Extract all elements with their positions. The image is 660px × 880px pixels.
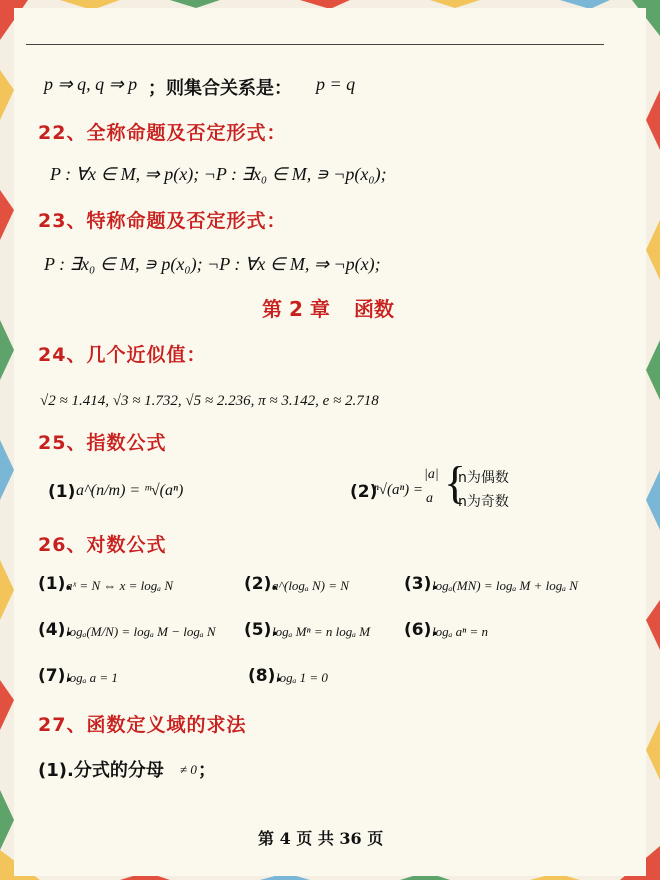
set-relation-formula: p = q xyxy=(316,74,356,94)
case-2-value: a xyxy=(426,491,433,506)
section-22-heading: 22、全称命题及否定形式： xyxy=(38,122,287,144)
log-formula-1: aˣ = N ⇔ x = logₐ N xyxy=(66,578,173,593)
page-footer: 第 4 页 共 36 页 xyxy=(258,829,384,848)
log-formula-1-number: (1). xyxy=(38,574,72,594)
log-formula-4: logₐ(M/N) = logₐ M − logₐ N xyxy=(66,624,216,639)
universal-proposition-formula: P : ∀x ∈ M, ⇒ p(x); ¬P : ∃x₀ ∈ M, ∍ ¬p(x₀); xyxy=(50,164,387,184)
section-24-heading: 24、几个近似值： xyxy=(38,344,207,366)
piecewise-brace: { xyxy=(444,457,467,508)
domain-rule-1-condition: ≠ 0 xyxy=(180,762,197,777)
exponent-formula-2-number: (2) xyxy=(350,482,378,502)
set-relation-text: ；则集合关系是： xyxy=(148,78,292,99)
domain-rule-1: (1).分式的分母 xyxy=(38,760,164,781)
existential-proposition-formula: P : ∃x₀ ∈ M, ∍ p(x₀); ¬P : ∀x ∈ M, ⇒ ¬p(x); xyxy=(44,254,381,274)
case-1-condition: n为偶数 xyxy=(458,470,509,486)
log-formula-3: logₐ(MN) = logₐ M + logₐ N xyxy=(432,578,578,593)
log-formula-3-number: (3). xyxy=(404,574,438,594)
log-formula-7-number: (7). xyxy=(38,666,72,686)
log-formula-2-number: (2). xyxy=(244,574,278,594)
header-rule xyxy=(26,44,604,45)
section-26-heading: 26、对数公式 xyxy=(38,534,167,556)
approximations-formula: √2 ≈ 1.414, √3 ≈ 1.732, √5 ≈ 2.236, π ≈ 3.142, e ≈ 2.718 xyxy=(40,393,379,409)
log-formula-5: logₐ Mⁿ = n logₐ M xyxy=(272,624,371,639)
exponent-formula-1: a^(n/m) = ᵐ√(aⁿ) xyxy=(76,482,184,499)
chapter-label: 第 2 章 xyxy=(262,297,330,321)
chapter-title: 函数 xyxy=(354,297,394,321)
log-formula-8: logₐ 1 = 0 xyxy=(276,670,328,685)
section-23-heading: 23、特称命题及否定形式： xyxy=(38,210,287,232)
exponent-formula-2-lhs: ⁿ√(aⁿ) = xyxy=(374,482,424,498)
section-25-heading: 25、指数公式 xyxy=(38,432,167,454)
log-formula-6: logₐ aⁿ = n xyxy=(432,624,489,639)
section-27-heading: 27、函数定义域的求法 xyxy=(38,714,247,736)
domain-rule-1-end: ； xyxy=(198,760,216,781)
log-formula-5-number: (5). xyxy=(244,620,278,640)
case-1-value: |a| xyxy=(424,467,439,482)
log-formula-8-number: (8). xyxy=(248,666,282,686)
log-formula-2: a^(logₐ N) = N xyxy=(272,578,349,593)
exponent-formula-1-number: (1) xyxy=(48,482,76,502)
log-formula-4-number: (4). xyxy=(38,620,72,640)
case-2-condition: n为奇数 xyxy=(458,494,509,510)
implication-formula: p ⇒ q, q ⇒ p xyxy=(44,74,138,94)
log-formula-7: logₐ a = 1 xyxy=(66,670,118,685)
log-formula-6-number: (6). xyxy=(404,620,438,640)
